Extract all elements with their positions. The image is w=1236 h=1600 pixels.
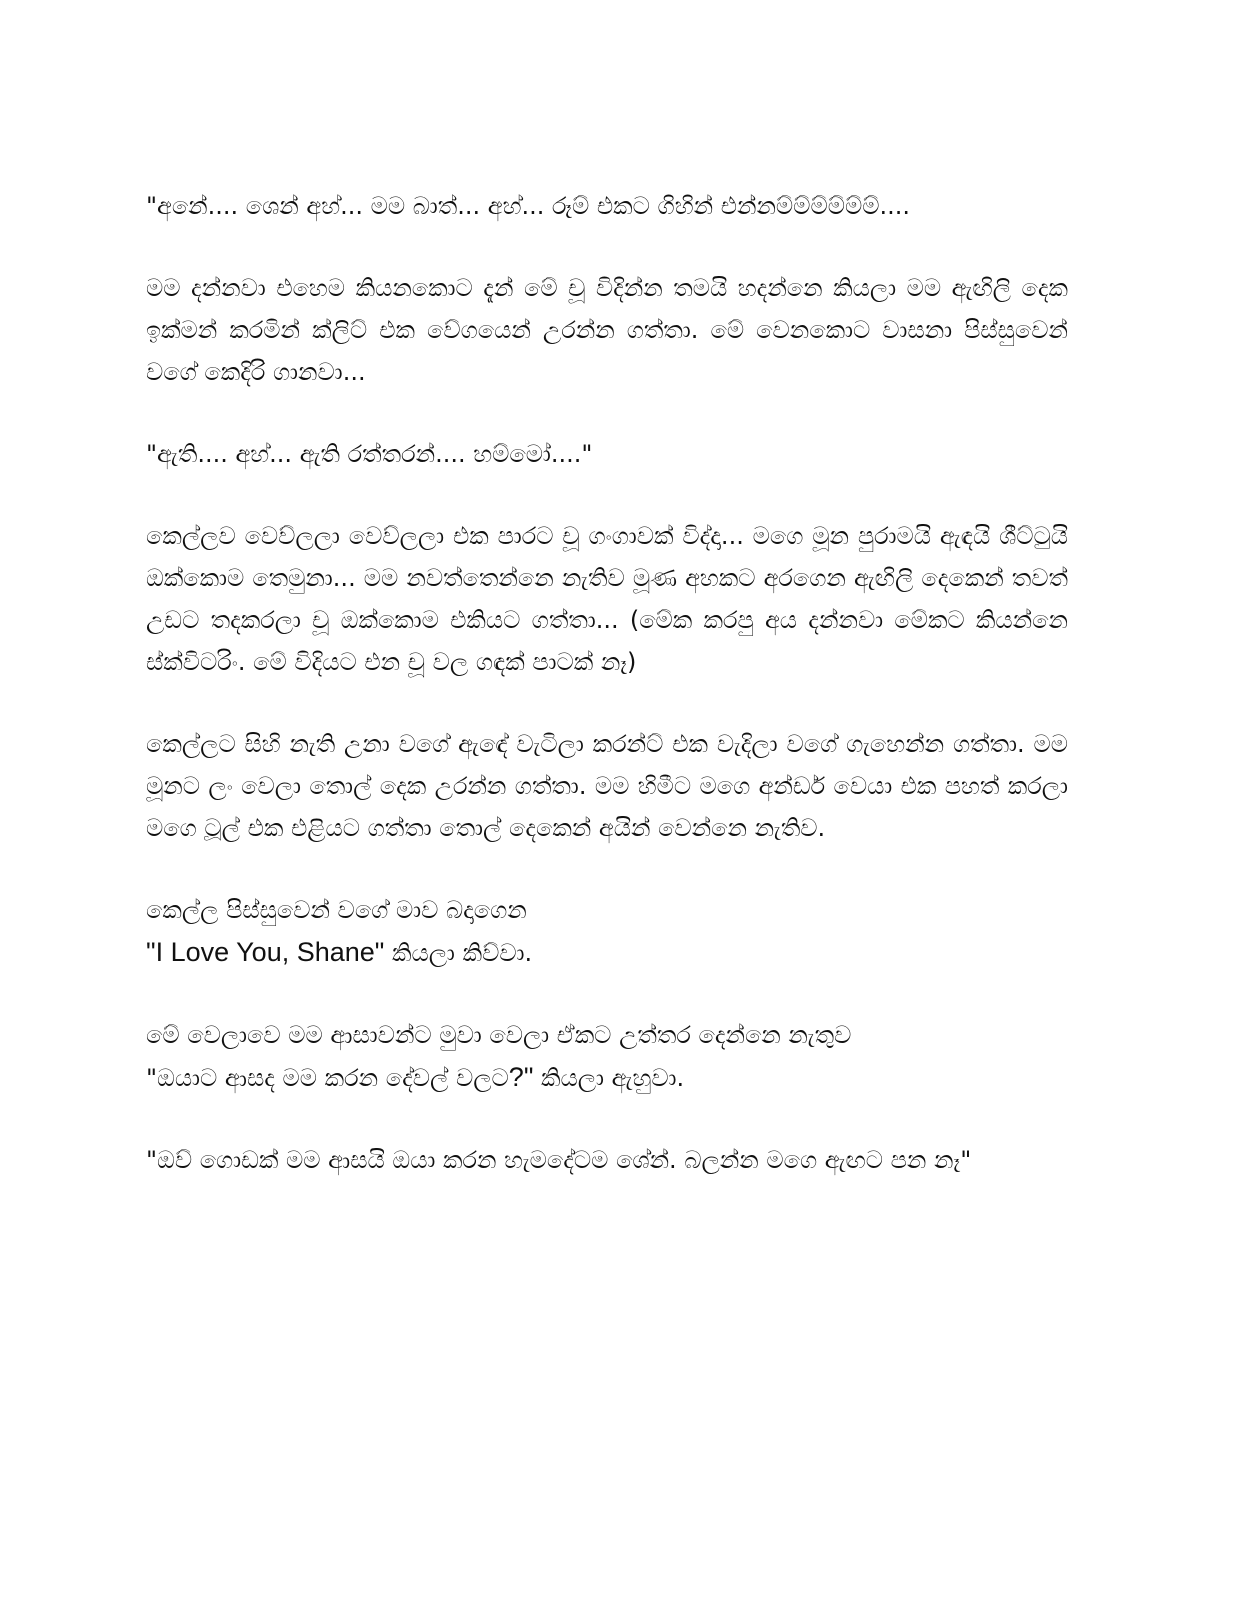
paragraph: මම දන්නවා එහෙම කියනකොට දැන් මේ චූ විදින්න තමයි හදන්නෙ කියලා මම ඇඟිලි දෙක ඉක්මන් කරමින් ක්ලිට් එක වේගයෙන් උරන්න ගත්තා. මේ වෙනකොට වාසනා පිස්සුවෙන් වගේ කෙදිරි ගානවා... — [146, 274, 1068, 386]
paragraph-line — [146, 931, 1068, 974]
paragraph: "ඔව් ගොඩක් මම ආසයි ඔයා කරන හැමදේටම ශේන්. බලන්න මගෙ ඇඟට පන නෑ" — [146, 1146, 972, 1174]
question-quote: "ඔයාට ආසද මම කරන දේවල් වලට — [146, 1064, 509, 1092]
paragraph-line: මේ වෙලාවෙ මම ආසාවන්ට මුවා වෙලා ඒකට උත්තර දෙන්නෙ නැතුව — [146, 1021, 852, 1049]
paragraph — [146, 889, 1068, 974]
paragraph — [146, 1014, 1068, 1099]
paragraph: "ඇති.... අහ්... ඇති රත්තරන්.... හම්මෝ...." — [146, 440, 593, 468]
quote-suffix: කියලා ඇහුවා. — [533, 1064, 685, 1092]
story-text — [146, 185, 1068, 1221]
paragraph-line: කෙල්ල පිස්සුවෙන් වගේ මාව බදාගෙන — [146, 896, 527, 924]
english-quote: "I Love You, Shane" — [146, 937, 385, 967]
quote-suffix: කියලා කිව්වා. — [384, 939, 533, 967]
paragraph: "අනේ.... ශෙන් අහ්... මම බාත්... අහ්... රූම් එකට ගිහින් එන්නම්ම්ම්ම්ම්ම්.... — [146, 192, 910, 220]
question-mark: ?" — [508, 1062, 534, 1092]
paragraph: කෙල්ලට සිහි නැති උනා වගේ ඇඳේ වැටිලා කරන්ට් එක වැදිලා වගේ ගැහෙන්න ගත්තා. මම මූනට ලං වෙලා තොල් දෙක උරන්න ගත්තා. මම හිමීට මගෙ අන්ඩර් වෙයා එක පහත් කරලා මගෙ ටූල් එක එළියට ගත්තා තොල් දෙකෙන් අයින් වෙන්නෙ නැතිව. — [146, 730, 1068, 842]
paragraph-line — [146, 1056, 1068, 1099]
paragraph: කෙල්ලව වෙව්ලලා වෙව්ලලා එක පාරට චූ ගංගාවක් විද්දා... මගෙ මූන පුරාමයි ඇඳයි ශීට්ටුයි ඔක්කොම තෙමුනා... මම නවත්තෙන්නෙ නැතිව මූණ අහකට අරගෙන ඇඟිලි දෙකෙන් තවත් උඩට තදකරලා චූ ඔක්කොම එකියට ගත්තා... (මේක කරපු අය දන්නවා මේකට කියන්නෙ ස්ක්විටරිං. මේ විදියට එන චූ වල ගඳක් පාටක් නෑ) — [146, 522, 1068, 676]
